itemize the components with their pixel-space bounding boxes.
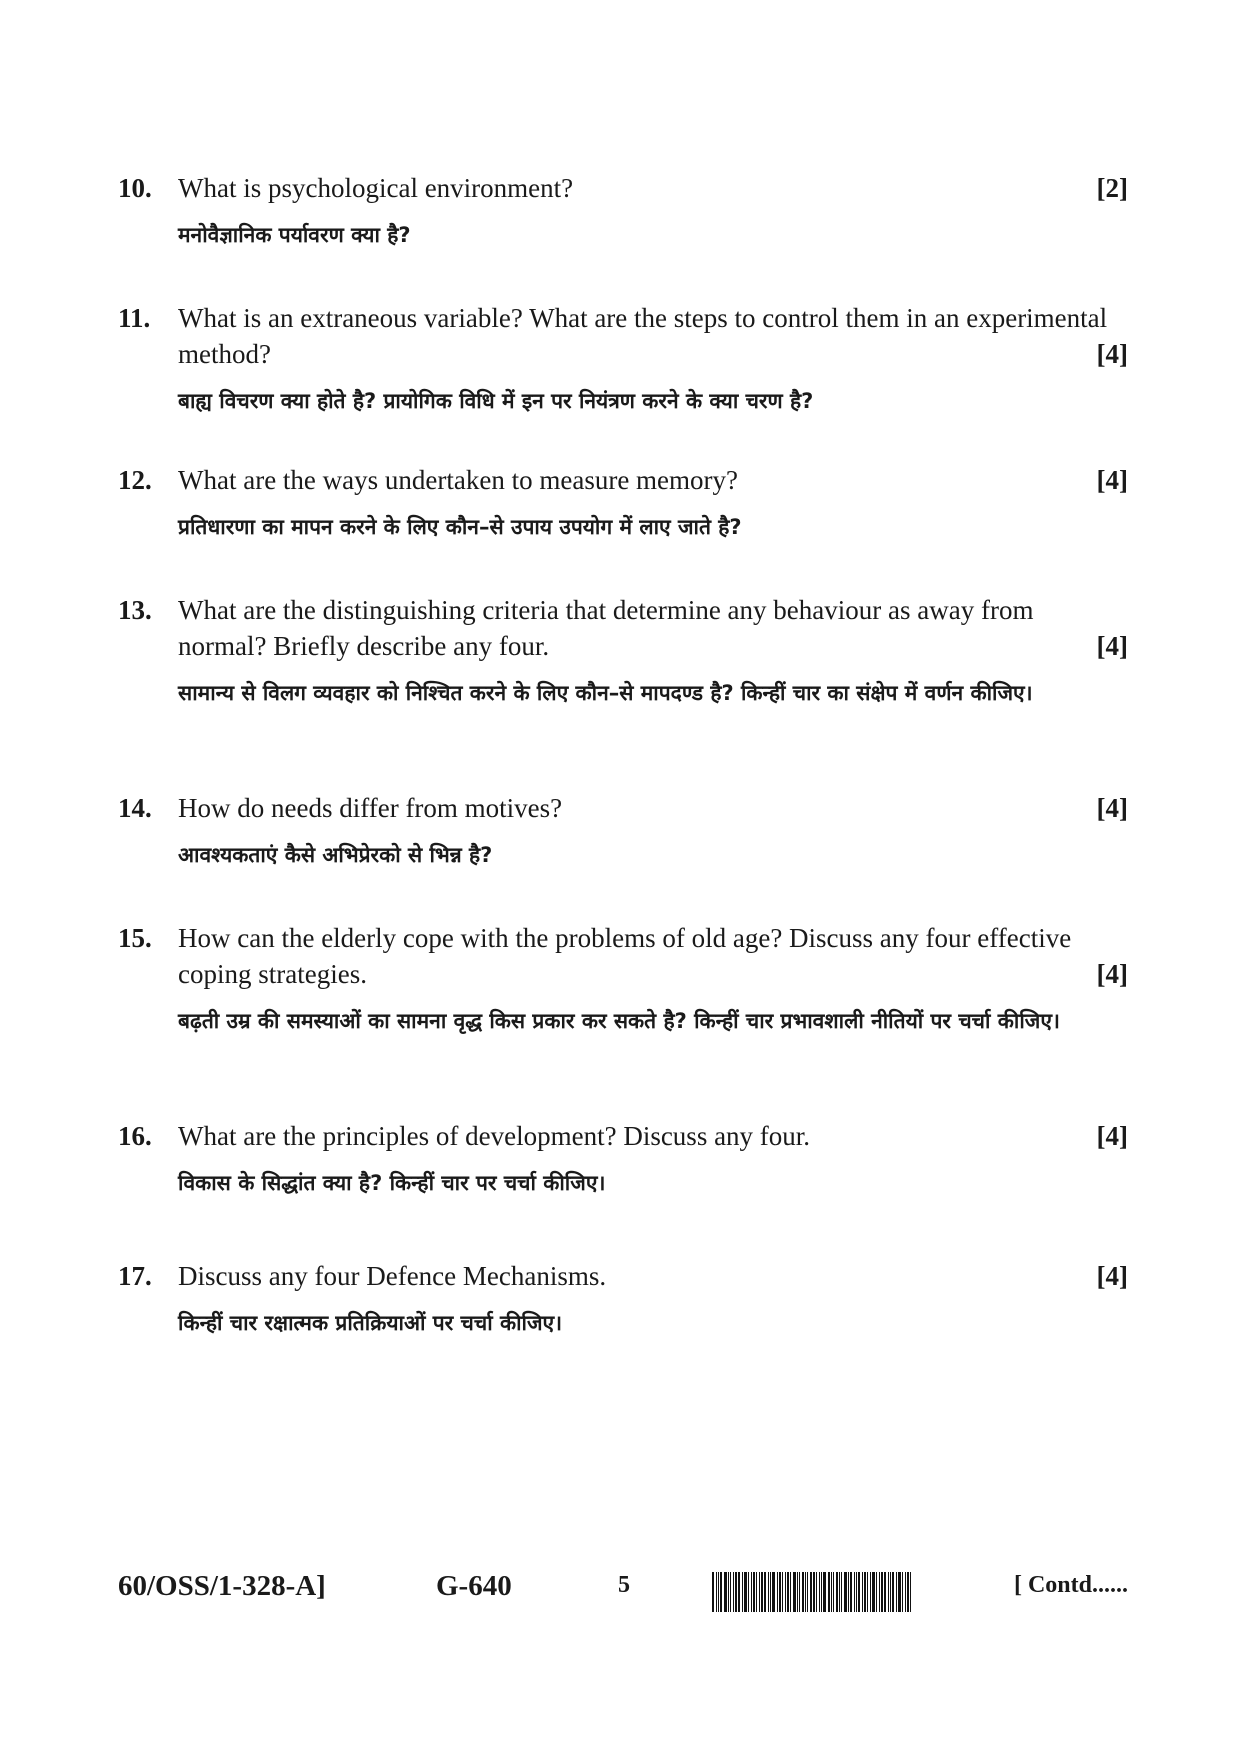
question-text: What is psychological environment? (178, 173, 574, 203)
barcode-bar (884, 1572, 886, 1612)
barcode-bar (831, 1572, 832, 1612)
barcode-bar (807, 1572, 808, 1612)
question-10 (118, 170, 1128, 254)
barcode-bar (744, 1572, 747, 1612)
barcode-bar (844, 1572, 847, 1612)
series-code: G-640 (436, 1570, 512, 1602)
barcode-bar (793, 1572, 796, 1612)
barcode-bar (850, 1572, 852, 1612)
barcode-image (712, 1572, 982, 1612)
barcode-bar (879, 1572, 880, 1612)
barcode-bar (848, 1572, 849, 1612)
question-number: 15. (118, 923, 152, 953)
question-number: 17. (118, 1261, 152, 1291)
barcode-bar (898, 1572, 901, 1612)
paper-code: 60/OSS/1-328-A] (118, 1570, 326, 1602)
question-number: 16. (118, 1121, 152, 1151)
barcode-bar (821, 1572, 822, 1612)
barcode-bar (761, 1572, 763, 1612)
question-text-line-1: What are the distinguishing criteria that determine any behaviour as away from (178, 595, 1034, 625)
barcode-bar (872, 1572, 875, 1612)
question-text: What are the ways undertaken to measure memory? (178, 465, 739, 495)
barcode-bar (881, 1572, 883, 1612)
marks: [4] (1096, 1121, 1128, 1151)
barcode-bar (833, 1572, 834, 1612)
question-text-hindi: सामान्य से विलग व्यवहार को निश्चित करने के लिए कौन–से मापदण्ड है? किन्हीं चार का संक्षेप में वर्णन कीजिए। (178, 681, 1033, 705)
question-13 (118, 592, 1128, 712)
marks: [4] (1096, 631, 1128, 661)
barcode-bar (733, 1572, 734, 1612)
barcode-bar (890, 1572, 891, 1612)
barcode-bar (718, 1572, 719, 1612)
barcode-bar (730, 1572, 731, 1612)
page-footer (118, 1570, 1128, 1610)
barcode-bar (728, 1572, 729, 1612)
question-text: Discuss any four Defence Mechanisms. (178, 1261, 607, 1291)
question-14 (118, 790, 1128, 874)
question-16 (118, 1118, 1128, 1202)
question-text-line-1: What is an extraneous variable? What are the steps to control them in an experimental (178, 303, 1108, 333)
marks: [4] (1096, 959, 1128, 989)
barcode-bar (819, 1572, 820, 1612)
barcode-bar (742, 1572, 743, 1612)
question-text-hindi: मनोवैज्ञानिक पर्यावरण क्या है? (178, 223, 411, 247)
barcode-bar (816, 1572, 817, 1612)
barcode-bar (790, 1572, 791, 1612)
barcode-bar (753, 1572, 755, 1612)
question-text-hindi: प्रतिधारणा का मापन करने के लिए कौन–से उपाय उपयोग में लाए जाते है? (178, 515, 742, 539)
barcode-bar (724, 1572, 727, 1612)
barcode-bar (828, 1572, 830, 1612)
continued-label: [ Contd...... (1013, 1572, 1128, 1598)
barcode-bar (876, 1572, 877, 1612)
question-text: How do needs differ from motives? (178, 793, 563, 823)
barcode-bar (905, 1572, 906, 1612)
question-text-hindi: बाह्य विचरण क्या होते है? प्रायोगिक विधि में इन पर नियंत्रण करने के क्या चरण है? (178, 389, 814, 413)
barcode-bar (777, 1572, 778, 1612)
marks: [4] (1096, 339, 1128, 369)
question-text-hindi: विकास के सिद्धांत क्या है? किन्हीं चार पर चर्चा कीजिए। (178, 1171, 606, 1195)
barcode-bar (856, 1572, 857, 1612)
barcode-bar (888, 1572, 889, 1612)
question-text-hindi: आवश्यकताएं कैसे अभिप्रेरको से भिन्न है? (178, 843, 493, 867)
question-number: 14. (118, 793, 152, 823)
barcode-bar (797, 1572, 798, 1612)
barcode-bar (782, 1572, 783, 1612)
barcode-bar (892, 1572, 894, 1612)
question-number: 12. (118, 465, 152, 495)
barcode-bar (720, 1572, 722, 1612)
barcode-bar (839, 1572, 840, 1612)
marks: [4] (1096, 1261, 1128, 1291)
barcode-bar (867, 1572, 868, 1612)
marks: [4] (1096, 793, 1128, 823)
barcode-bar (896, 1572, 897, 1612)
question-text: What are the principles of development? Discuss any four. (178, 1121, 811, 1151)
question-text-line-2: method? (178, 339, 271, 369)
page-number: 5 (618, 1572, 630, 1598)
question-text-line-2: coping strategies. (178, 959, 367, 989)
barcode-bar (770, 1572, 771, 1612)
barcode-bar (764, 1572, 766, 1612)
barcode-bar (738, 1572, 740, 1612)
question-12 (118, 462, 1128, 546)
question-17 (118, 1258, 1128, 1342)
barcode-bar (858, 1572, 860, 1612)
barcode-bar (810, 1572, 812, 1612)
barcode-bar (870, 1572, 871, 1612)
question-11 (118, 300, 1128, 420)
barcode-bar (805, 1572, 806, 1612)
question-text-hindi: किन्हीं चार रक्षात्मक प्रतिक्रियाओं पर चर्चा कीजिए। (178, 1311, 563, 1335)
barcode-bar (785, 1572, 786, 1612)
barcode-bar (756, 1572, 757, 1612)
barcode-bar (759, 1572, 760, 1612)
barcode-bar (799, 1572, 800, 1612)
barcode-bar (854, 1572, 855, 1612)
barcode-bar (823, 1572, 826, 1612)
question-number: 13. (118, 595, 152, 625)
barcode-bar (910, 1572, 911, 1612)
barcode-bar (779, 1572, 781, 1612)
barcode-bar (841, 1572, 842, 1612)
barcode-bar (735, 1572, 737, 1612)
marks: [2] (1096, 173, 1128, 203)
barcode-bar (787, 1572, 789, 1612)
barcode-bar (907, 1572, 909, 1612)
question-number: 10. (118, 173, 152, 203)
question-text-line-2: normal? Briefly describe any four. (178, 631, 550, 661)
barcode-bar (712, 1572, 714, 1612)
barcode-bar (836, 1572, 838, 1612)
barcode-bar (748, 1572, 749, 1612)
question-text-hindi: बढ़ती उम्र की समस्याओं का सामना वृद्ध किस प्रकार कर सकते है? किन्हीं चार प्रभावशाली नीतियों पर चर्चा कीजिए। (178, 1009, 1060, 1033)
barcode-bar (802, 1572, 804, 1612)
barcode-bar (716, 1572, 717, 1612)
barcode-bar (768, 1572, 769, 1612)
barcode-bar (751, 1572, 752, 1612)
marks: [4] (1096, 465, 1128, 495)
barcode-bar (772, 1572, 775, 1612)
barcode-bar (902, 1572, 903, 1612)
question-number: 11. (118, 303, 151, 333)
barcode-bar (864, 1572, 866, 1612)
question-text-line-1: How can the elderly cope with the problems of old age? Discuss any four effective (178, 923, 1072, 953)
barcode-bar (862, 1572, 863, 1612)
barcode-bar (813, 1572, 815, 1612)
question-15 (118, 920, 1128, 1040)
